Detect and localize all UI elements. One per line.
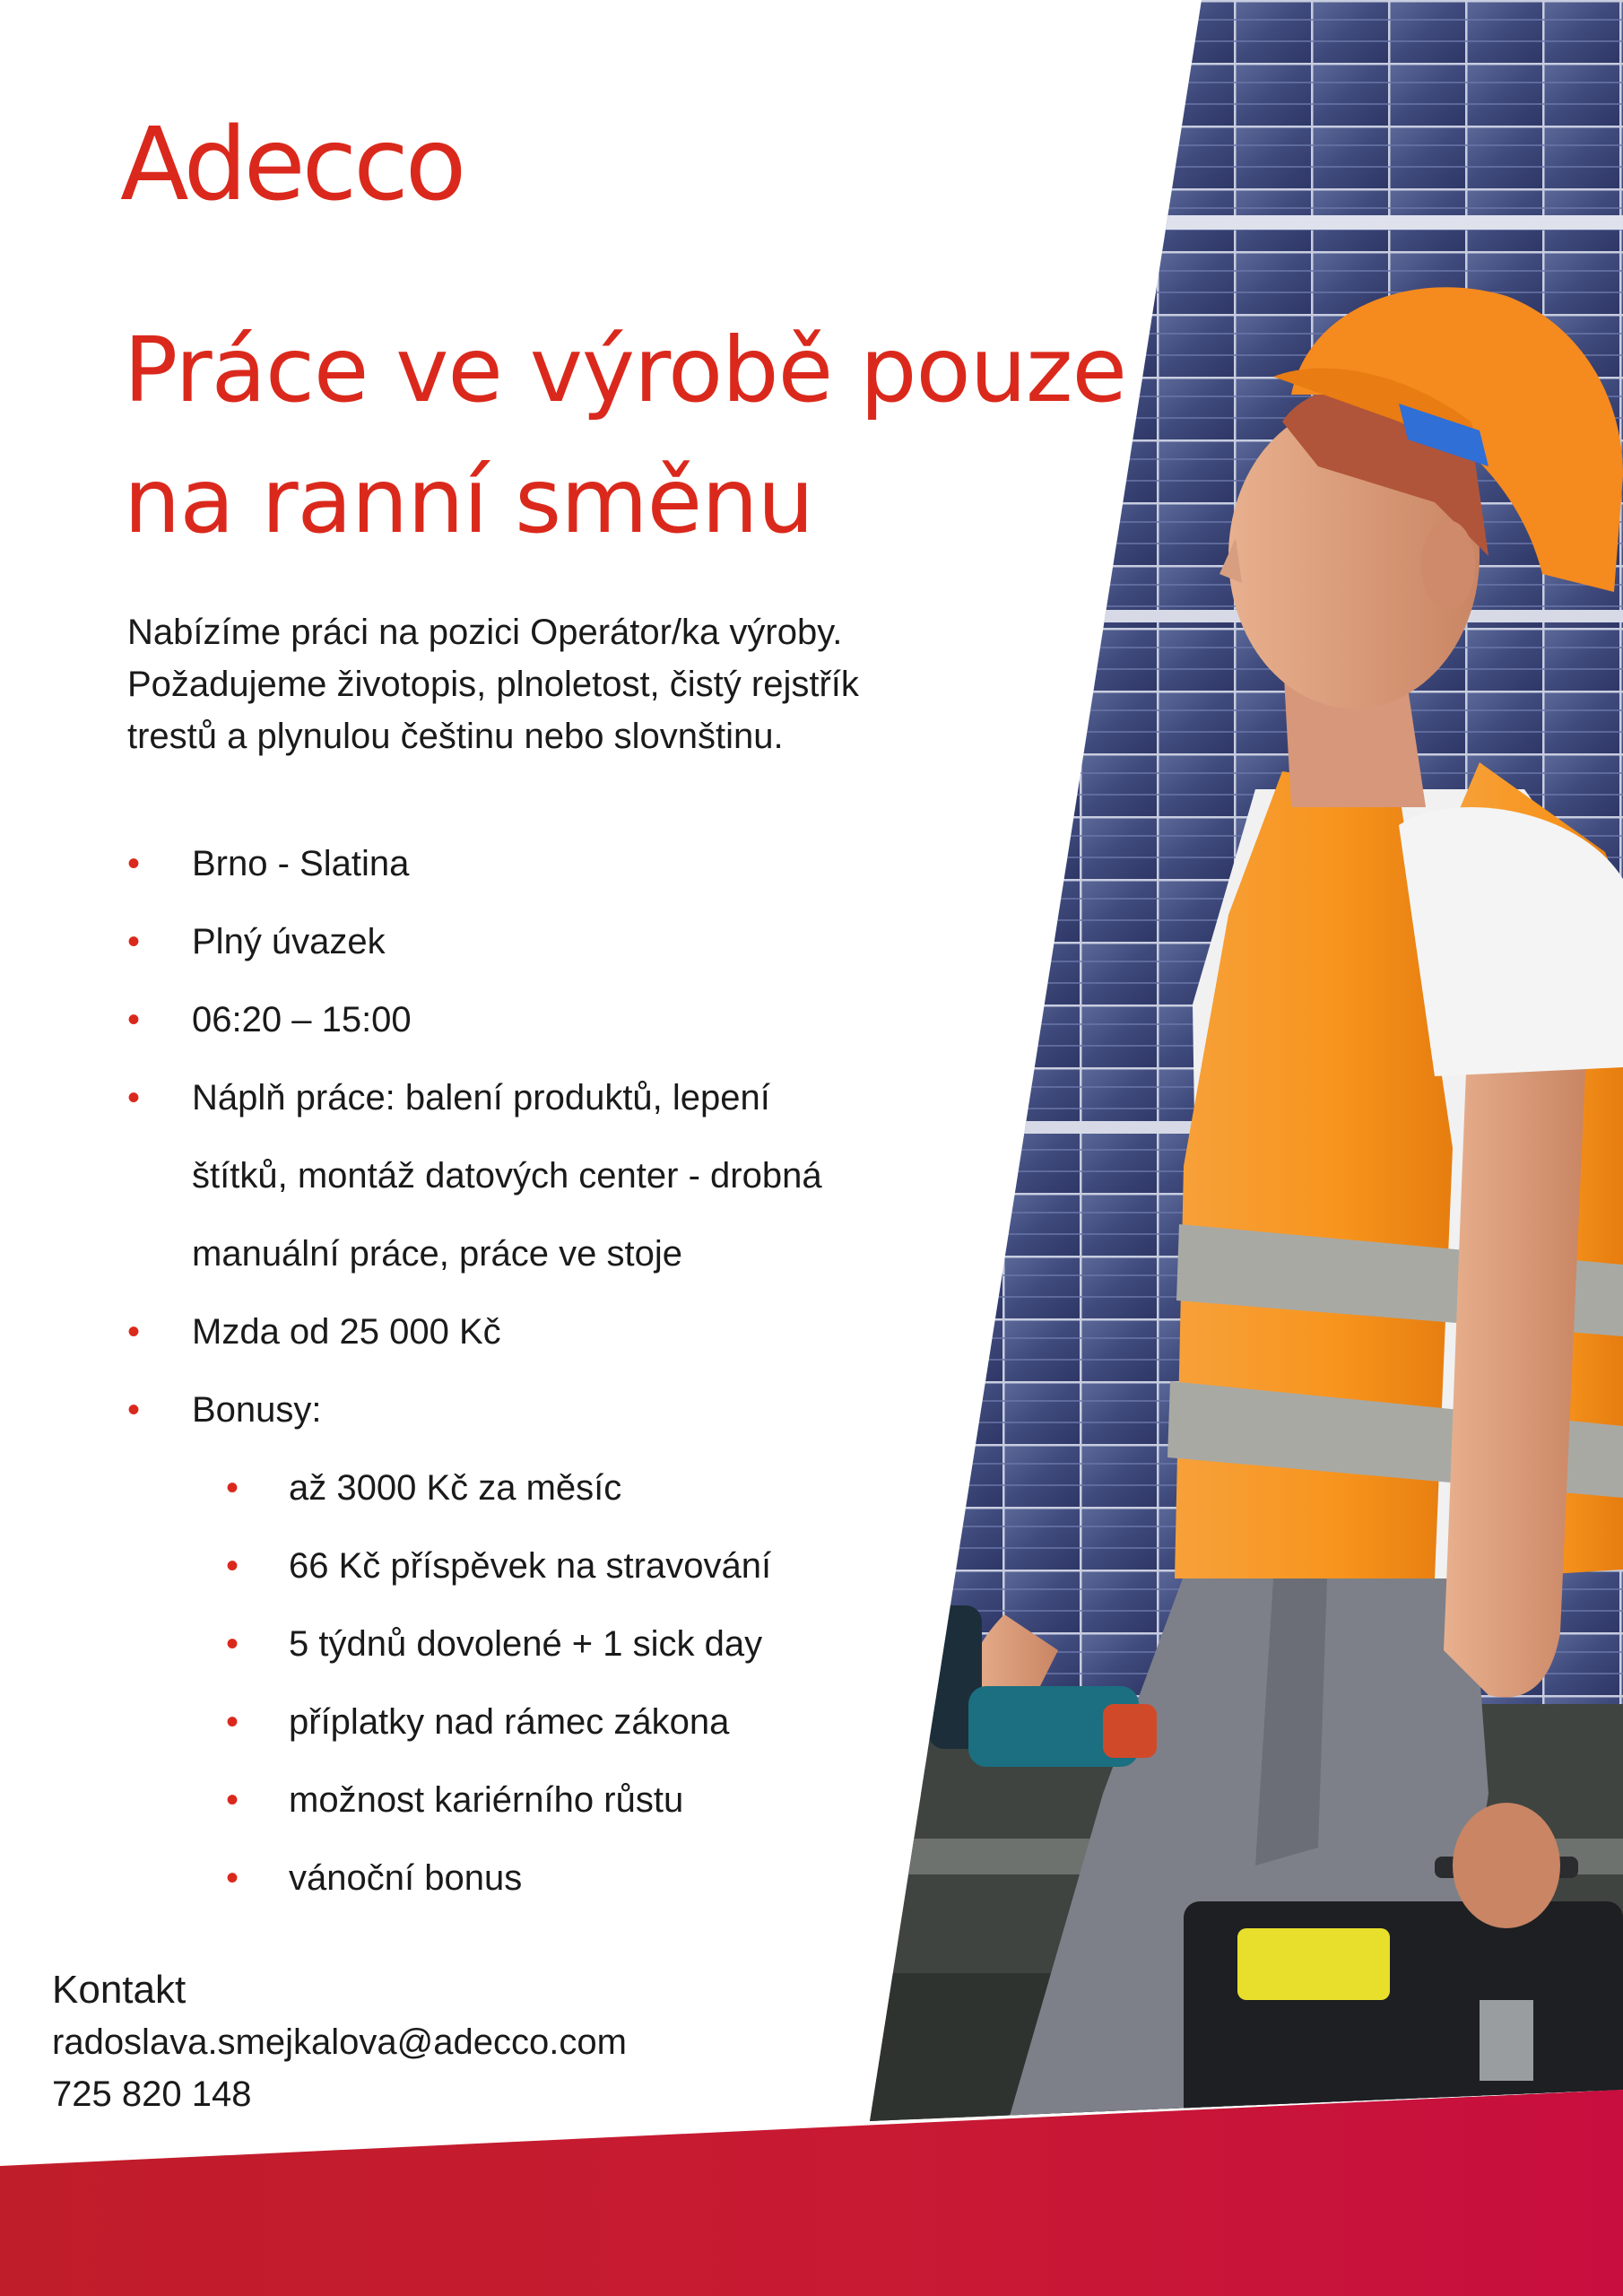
- list-item-salary: [127, 1293, 961, 1371]
- bonus-item: [127, 1449, 961, 1527]
- intro-line-3: trestů a plynulou češtinu nebo slovnštinu.: [127, 717, 784, 756]
- contact-block: [52, 1964, 859, 2120]
- job-details-list: [127, 825, 961, 1918]
- intro-line-1: Nabízíme práci na pozici Operátor/ka výroby.: [127, 613, 843, 652]
- bullet-icon: •: [226, 1468, 239, 1508]
- list-item-bonuses: [127, 1371, 961, 1449]
- bonus-item: [127, 1839, 961, 1918]
- contact-email-link[interactable]: radoslava.smejkalova@adecco.com: [52, 2022, 627, 2062]
- bullet-icon: •: [127, 844, 141, 883]
- bullet-icon: •: [226, 1546, 239, 1586]
- contract-text: Plný úvazek: [192, 922, 386, 961]
- intro-line-2: Požadujeme životopis, plnoletost, čistý rejstřík: [127, 665, 859, 704]
- intro-paragraph: [127, 606, 988, 762]
- bullet-icon: •: [127, 1000, 141, 1039]
- adecco-logo: Adecco: [120, 107, 464, 223]
- bonus-text: 66 Kč příspěvek na stravování: [289, 1546, 772, 1586]
- bonus-item: [127, 1605, 961, 1683]
- bullet-icon: •: [226, 1702, 239, 1742]
- page-title: [124, 305, 1128, 567]
- list-item-location: [127, 825, 961, 903]
- duties-line-2: štítků, montáž datových center - drobná: [192, 1156, 822, 1196]
- duties-line-3: manuální práce, práce ve stoje: [192, 1234, 682, 1274]
- bullet-icon: •: [226, 1624, 239, 1664]
- bonus-text: možnost kariérního růstu: [289, 1780, 684, 1820]
- headline-line-2: na ranní směnu: [124, 448, 813, 553]
- salary-text: Mzda od 25 000 Kč: [192, 1312, 501, 1352]
- bullet-icon: •: [127, 1390, 141, 1430]
- list-item-duties: [127, 1059, 961, 1293]
- location-text: Brno - Slatina: [192, 844, 410, 883]
- bonus-text: příplatky nad rámec zákona: [289, 1702, 730, 1742]
- duties-line-1: Náplň práce: balení produktů, lepení: [192, 1078, 770, 1118]
- bonus-item: [127, 1527, 961, 1605]
- hours-text: 06:20 – 15:00: [192, 1000, 412, 1039]
- list-item-hours: [127, 981, 961, 1059]
- bonuses-label: Bonusy:: [192, 1390, 322, 1430]
- headline-line-1: Práce ve výrobě pouze: [124, 317, 1127, 422]
- bullet-icon: •: [127, 1078, 141, 1118]
- bullet-icon: •: [127, 1312, 141, 1352]
- list-item-contract: [127, 903, 961, 981]
- bonus-text: 5 týdnů dovolené + 1 sick day: [289, 1624, 763, 1664]
- bonus-text: až 3000 Kč za měsíc: [289, 1468, 622, 1508]
- contact-phone[interactable]: 725 820 148: [52, 2074, 252, 2114]
- bonus-text: vánoční bonus: [289, 1858, 523, 1898]
- bullet-icon: •: [226, 1780, 239, 1820]
- contact-title: Kontakt: [52, 1968, 187, 2012]
- bonus-item: [127, 1761, 961, 1839]
- bullet-icon: •: [226, 1858, 239, 1898]
- bullet-icon: •: [127, 922, 141, 961]
- bonus-item: [127, 1683, 961, 1761]
